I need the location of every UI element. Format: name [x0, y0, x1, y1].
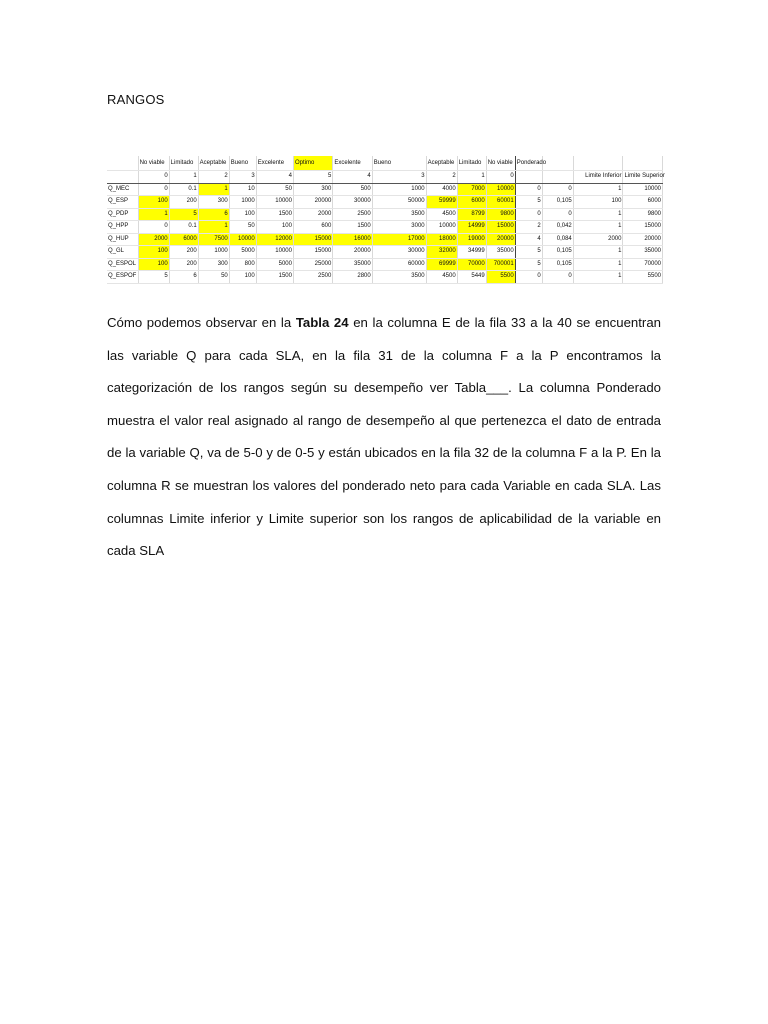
- table-cell: 2: [198, 171, 229, 184]
- table-cell: 50: [198, 271, 229, 284]
- table-cell: 100: [138, 196, 169, 209]
- table-cell: 50: [229, 221, 256, 234]
- table-cell: 9800: [623, 208, 663, 221]
- table-cell: 0: [486, 171, 515, 184]
- spreadsheet-image: [107, 156, 663, 300]
- table-cell: No viable: [138, 156, 169, 171]
- table-cell: 0: [138, 183, 169, 196]
- table-cell: 1: [573, 246, 623, 259]
- body-paragraph: [107, 307, 661, 568]
- table-cell: 1: [169, 171, 198, 184]
- table-cell: 60000: [372, 258, 426, 271]
- table-cell: 300: [198, 196, 229, 209]
- table-cell: 2500: [333, 208, 372, 221]
- table-cell: 15000: [486, 221, 515, 234]
- section-heading: RANGOS: [107, 92, 165, 107]
- table-cell: 100: [229, 208, 256, 221]
- table-cell: 35000: [623, 246, 663, 259]
- rangos-table: [107, 156, 663, 284]
- paragraph-text-1: Cómo podemos observar en la: [107, 315, 296, 330]
- table-cell: 0: [138, 221, 169, 234]
- table-cell: Excelente: [333, 156, 372, 171]
- table-row: [107, 246, 663, 259]
- table-row: [107, 271, 663, 284]
- table-cell: 0,042: [542, 221, 573, 234]
- table-cell: 100: [573, 196, 623, 209]
- table-cell: Limitado: [169, 156, 198, 171]
- table-row: [107, 208, 663, 221]
- table-cell: 50: [256, 183, 293, 196]
- table-cell: 4: [256, 171, 293, 184]
- table-cell: 3: [372, 171, 426, 184]
- table-cell: 800: [229, 258, 256, 271]
- table-cell: Q_ESPOF: [107, 271, 138, 284]
- table-cell: 100: [138, 246, 169, 259]
- table-cell: [542, 156, 573, 171]
- table-cell: 35000: [486, 246, 515, 259]
- table-cell: 17000: [372, 233, 426, 246]
- table-cell: 300: [293, 183, 332, 196]
- table-cell: 0: [515, 271, 542, 284]
- table-cell: 20000: [486, 233, 515, 246]
- table-cell: 2500: [293, 271, 332, 284]
- table-cell: Aceptable: [426, 156, 457, 171]
- table-cell: 35000: [333, 258, 372, 271]
- table-cell: 1: [138, 208, 169, 221]
- table-cell: 1: [573, 258, 623, 271]
- table-cell: 10000: [256, 196, 293, 209]
- table-cell: 0,084: [542, 233, 573, 246]
- table-cell: 100: [138, 258, 169, 271]
- table-row: [107, 183, 663, 196]
- table-cell: 4: [515, 233, 542, 246]
- table-cell: 1: [573, 208, 623, 221]
- table-cell: 10000: [229, 233, 256, 246]
- table-cell: 0: [542, 271, 573, 284]
- table-row: [107, 258, 663, 271]
- table-cell: [542, 171, 573, 184]
- table-cell: 700001: [486, 258, 515, 271]
- paragraph-text-2: en la columna E de la fila 33 a la 40 se encuentran las variable Q para cada SLA, en la fila 31 de la columna F a la P encontramos la categorización de los rangos según su desempeño ver Tabla___. La columna Ponderado muestra el valor real asignado al rango de desempeño al que pertenezca el dato de entrada de la variable Q, va de 5-0 y de 0-5 y están ubicados en la fila 32 de la columna F a la P. En la columna R se muestran los valores del ponderado neto para cada Variable en cada SLA. Las columnas Limite inferior y Limite superior son los rangos de aplicabilidad de la variable en cada SLA: [107, 315, 661, 559]
- table-cell: 10000: [426, 221, 457, 234]
- table-cell: Bueno: [229, 156, 256, 171]
- table-cell: 6000: [169, 233, 198, 246]
- table-cell: Optimo: [293, 156, 332, 171]
- table-cell: [573, 156, 623, 171]
- table-cell: 59999: [426, 196, 457, 209]
- table-cell: No viable: [486, 156, 515, 171]
- table-cell: 4000: [426, 183, 457, 196]
- table-cell: 0,105: [542, 246, 573, 259]
- table-cell: 0,105: [542, 258, 573, 271]
- table-cell: 1: [573, 221, 623, 234]
- table-cell: 6000: [457, 196, 486, 209]
- table-cell: 1: [573, 183, 623, 196]
- table-cell: 2: [426, 171, 457, 184]
- table-cell: 25000: [293, 258, 332, 271]
- table-cell: Excelente: [256, 156, 293, 171]
- table-cell: 12000: [256, 233, 293, 246]
- table-row: [107, 233, 663, 246]
- table-row: [107, 196, 663, 209]
- table-cell: 5500: [623, 271, 663, 284]
- table-cell: 15000: [293, 246, 332, 259]
- table-cell: 6: [198, 208, 229, 221]
- table-cell: Ponderado: [515, 156, 542, 171]
- table-cell: [107, 156, 138, 171]
- table-cell: 1: [198, 183, 229, 196]
- table-cell: 2: [515, 221, 542, 234]
- table-cell: 5: [169, 208, 198, 221]
- table-cell: Limite Inferior: [573, 171, 623, 184]
- table-cell: 600: [293, 221, 332, 234]
- table-cell: 69999: [426, 258, 457, 271]
- table-cell: 5: [138, 271, 169, 284]
- table-cell: 0,105: [542, 196, 573, 209]
- table-cell: 1: [198, 221, 229, 234]
- table-cell: 50000: [372, 196, 426, 209]
- table-cell: 2000: [293, 208, 332, 221]
- table-cell: 34999: [457, 246, 486, 259]
- table-cell: 1: [457, 171, 486, 184]
- table-cell: 10: [229, 183, 256, 196]
- table-cell: 6000: [623, 196, 663, 209]
- table-cell: 10000: [256, 246, 293, 259]
- table-cell: 1000: [229, 196, 256, 209]
- table-cell: 60001: [486, 196, 515, 209]
- table-cell: 5: [515, 196, 542, 209]
- table-cell: Q_HUP: [107, 233, 138, 246]
- table-cell: 19000: [457, 233, 486, 246]
- table-cell: 3500: [372, 271, 426, 284]
- table-cell: 1000: [372, 183, 426, 196]
- table-cell: 200: [169, 246, 198, 259]
- table-cell: 18000: [426, 233, 457, 246]
- table-cell: [107, 171, 138, 184]
- table-cell: 70000: [623, 258, 663, 271]
- table-cell: 20000: [623, 233, 663, 246]
- table-cell: 5000: [229, 246, 256, 259]
- table-cell: 4500: [426, 271, 457, 284]
- table-cell: 9800: [486, 208, 515, 221]
- table-cell: 5: [293, 171, 332, 184]
- table-cell: Q_MEC: [107, 183, 138, 196]
- table-cell: 6: [169, 271, 198, 284]
- table-cell: 200: [169, 196, 198, 209]
- table-cell: 8799: [457, 208, 486, 221]
- table-cell: 1000: [198, 246, 229, 259]
- table-cell: 15000: [623, 221, 663, 234]
- table-cell: 14999: [457, 221, 486, 234]
- table-cell: 4: [333, 171, 372, 184]
- table-cell: 1: [573, 271, 623, 284]
- table-cell: 300: [198, 258, 229, 271]
- table-cell: Q_HPP: [107, 221, 138, 234]
- table-cell: 7500: [198, 233, 229, 246]
- table-cell: 5000: [256, 258, 293, 271]
- table-cell: 32000: [426, 246, 457, 259]
- table-cell: 5: [515, 258, 542, 271]
- table-cell: Q_GL: [107, 246, 138, 259]
- table-cell: Aceptable: [198, 156, 229, 171]
- table-cell: 7000: [457, 183, 486, 196]
- table-cell: 0: [515, 208, 542, 221]
- table-cell: 5500: [486, 271, 515, 284]
- table-cell: 0: [542, 208, 573, 221]
- table-cell: 0.1: [169, 183, 198, 196]
- table-cell: 5449: [457, 271, 486, 284]
- table-cell: 5: [515, 246, 542, 259]
- table-cell: Q_PDP: [107, 208, 138, 221]
- table-cell: 2000: [573, 233, 623, 246]
- table-cell: 3000: [372, 221, 426, 234]
- table-cell: 0: [515, 183, 542, 196]
- table-cell: 100: [229, 271, 256, 284]
- table-cell: 10000: [486, 183, 515, 196]
- table-cell: 4500: [426, 208, 457, 221]
- table-cell: Limite Superior: [623, 171, 663, 184]
- table-cell: 30000: [372, 246, 426, 259]
- table-cell: 2800: [333, 271, 372, 284]
- table-cell: 20000: [333, 246, 372, 259]
- table-cell: 20000: [293, 196, 332, 209]
- table-cell: Bueno: [372, 156, 426, 171]
- table-cell: 70000: [457, 258, 486, 271]
- table-cell: 10000: [623, 183, 663, 196]
- table-cell: 500: [333, 183, 372, 196]
- table-cell: 0.1: [169, 221, 198, 234]
- table-cell: Q_ESP: [107, 196, 138, 209]
- table-cell: 1500: [256, 271, 293, 284]
- table-cell: 15000: [293, 233, 332, 246]
- table-cell: 100: [256, 221, 293, 234]
- table-cell: Limitado: [457, 156, 486, 171]
- table-cell: 3500: [372, 208, 426, 221]
- table-cell: 3: [229, 171, 256, 184]
- table-cell: 16000: [333, 233, 372, 246]
- table-cell: 1500: [333, 221, 372, 234]
- table-row: [107, 221, 663, 234]
- table-cell: [515, 171, 542, 184]
- table-cell: 200: [169, 258, 198, 271]
- table-cell: 2000: [138, 233, 169, 246]
- table-header-row: [107, 171, 663, 184]
- table-reference: Tabla 24: [295, 315, 349, 330]
- table-cell: [623, 156, 663, 171]
- table-cell: 0: [138, 171, 169, 184]
- table-cell: 30000: [333, 196, 372, 209]
- table-cell: 0: [542, 183, 573, 196]
- table-cell: 1500: [256, 208, 293, 221]
- table-cell: Q_ESPOL: [107, 258, 138, 271]
- table-header-row: [107, 156, 663, 171]
